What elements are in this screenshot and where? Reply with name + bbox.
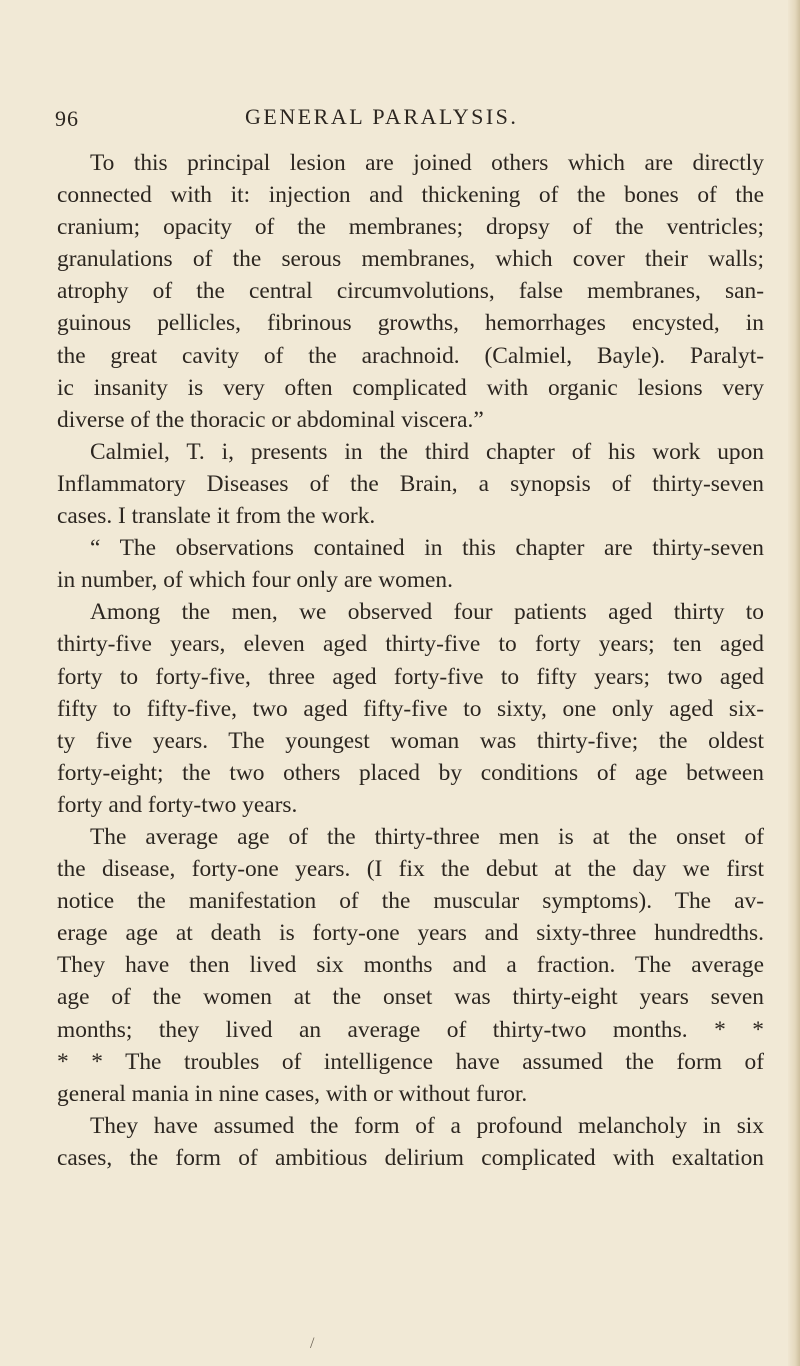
text-line: in number, of which four only are women. <box>57 567 453 594</box>
text-line: diverse of the thoracic or abdominal viscera.” <box>57 406 484 433</box>
text-line: notice the manifestation of the muscular symptoms). The av- <box>57 888 764 915</box>
page-header <box>55 88 745 131</box>
text-line: They have then lived six months and a fraction. The average <box>57 952 764 979</box>
text-line: Calmiel, T. i, presents in the third chapter of his work upon <box>90 438 764 465</box>
text-line: forty to forty-five, three aged forty-five to fifty years; two aged <box>57 663 764 690</box>
running-head: GENERAL PARALYSIS. <box>245 104 519 129</box>
text-line: cranium; opacity of the membranes; dropsy of the ventricles; <box>57 214 764 241</box>
text-line: granulations of the serous membranes, which cover their walls; <box>57 246 764 273</box>
text-line: cases, the form of ambitious delirium complicated with exaltation <box>57 1144 764 1171</box>
text-line: guinous pellicles, fibrinous growths, hemorrhages encysted, in <box>57 310 764 337</box>
text-line: “ The observations contained in this chapter are thirty-seven <box>90 535 764 562</box>
text-line: Inflammatory Diseases of the Brain, a synopsis of thirty-seven <box>57 470 764 497</box>
text-line: The average age of the thirty-three men is at the onset of <box>90 823 764 850</box>
body-text <box>57 147 764 1174</box>
text-line: fifty to fifty-five, two aged fifty-five to sixty, one only aged six- <box>57 695 764 722</box>
text-line: To this principal lesion are joined others which are directly <box>90 150 764 176</box>
stray-mark: / <box>310 1335 315 1352</box>
page-number: 96 <box>55 106 79 131</box>
text-line: ic insanity is very often complicated with organic lesions very <box>57 374 764 401</box>
text-line: the great cavity of the arachnoid. (Calmiel, Bayle). Paralyt- <box>57 342 764 369</box>
text-line: age of the women at the onset was thirty-eight years seven <box>57 984 764 1011</box>
text-line: connected with it: injection and thickening of the bones of the <box>57 182 764 209</box>
text-line: general mania in nine cases, with or without furor. <box>57 1080 528 1107</box>
text-line: ty five years. The youngest woman was thirty-five; the oldest <box>57 727 764 754</box>
page-edge <box>788 0 800 1366</box>
text-line: cases. I translate it from the work. <box>57 503 376 530</box>
text-line: Among the men, we observed four patients aged thirty to <box>90 599 764 626</box>
text-line: * * The troubles of intelligence have assumed the form of <box>57 1048 764 1075</box>
text-line: forty-eight; the two others placed by conditions of age between <box>57 759 764 786</box>
text-line: erage age at death is forty-one years and sixty-three hundredths. <box>57 920 764 947</box>
text-line: forty and forty-two years. <box>57 791 298 818</box>
text-line: the disease, forty-one years. (I fix the debut at the day we first <box>57 856 764 883</box>
text-line: They have assumed the form of a profound melancholy in six <box>90 1112 764 1139</box>
text-line: thirty-five years, eleven aged thirty-five to forty years; ten aged <box>57 631 764 658</box>
text-line: atrophy of the central circumvolutions, false membranes, san- <box>57 278 764 305</box>
text-line: months; they lived an average of thirty-two months. * * <box>57 1016 764 1043</box>
